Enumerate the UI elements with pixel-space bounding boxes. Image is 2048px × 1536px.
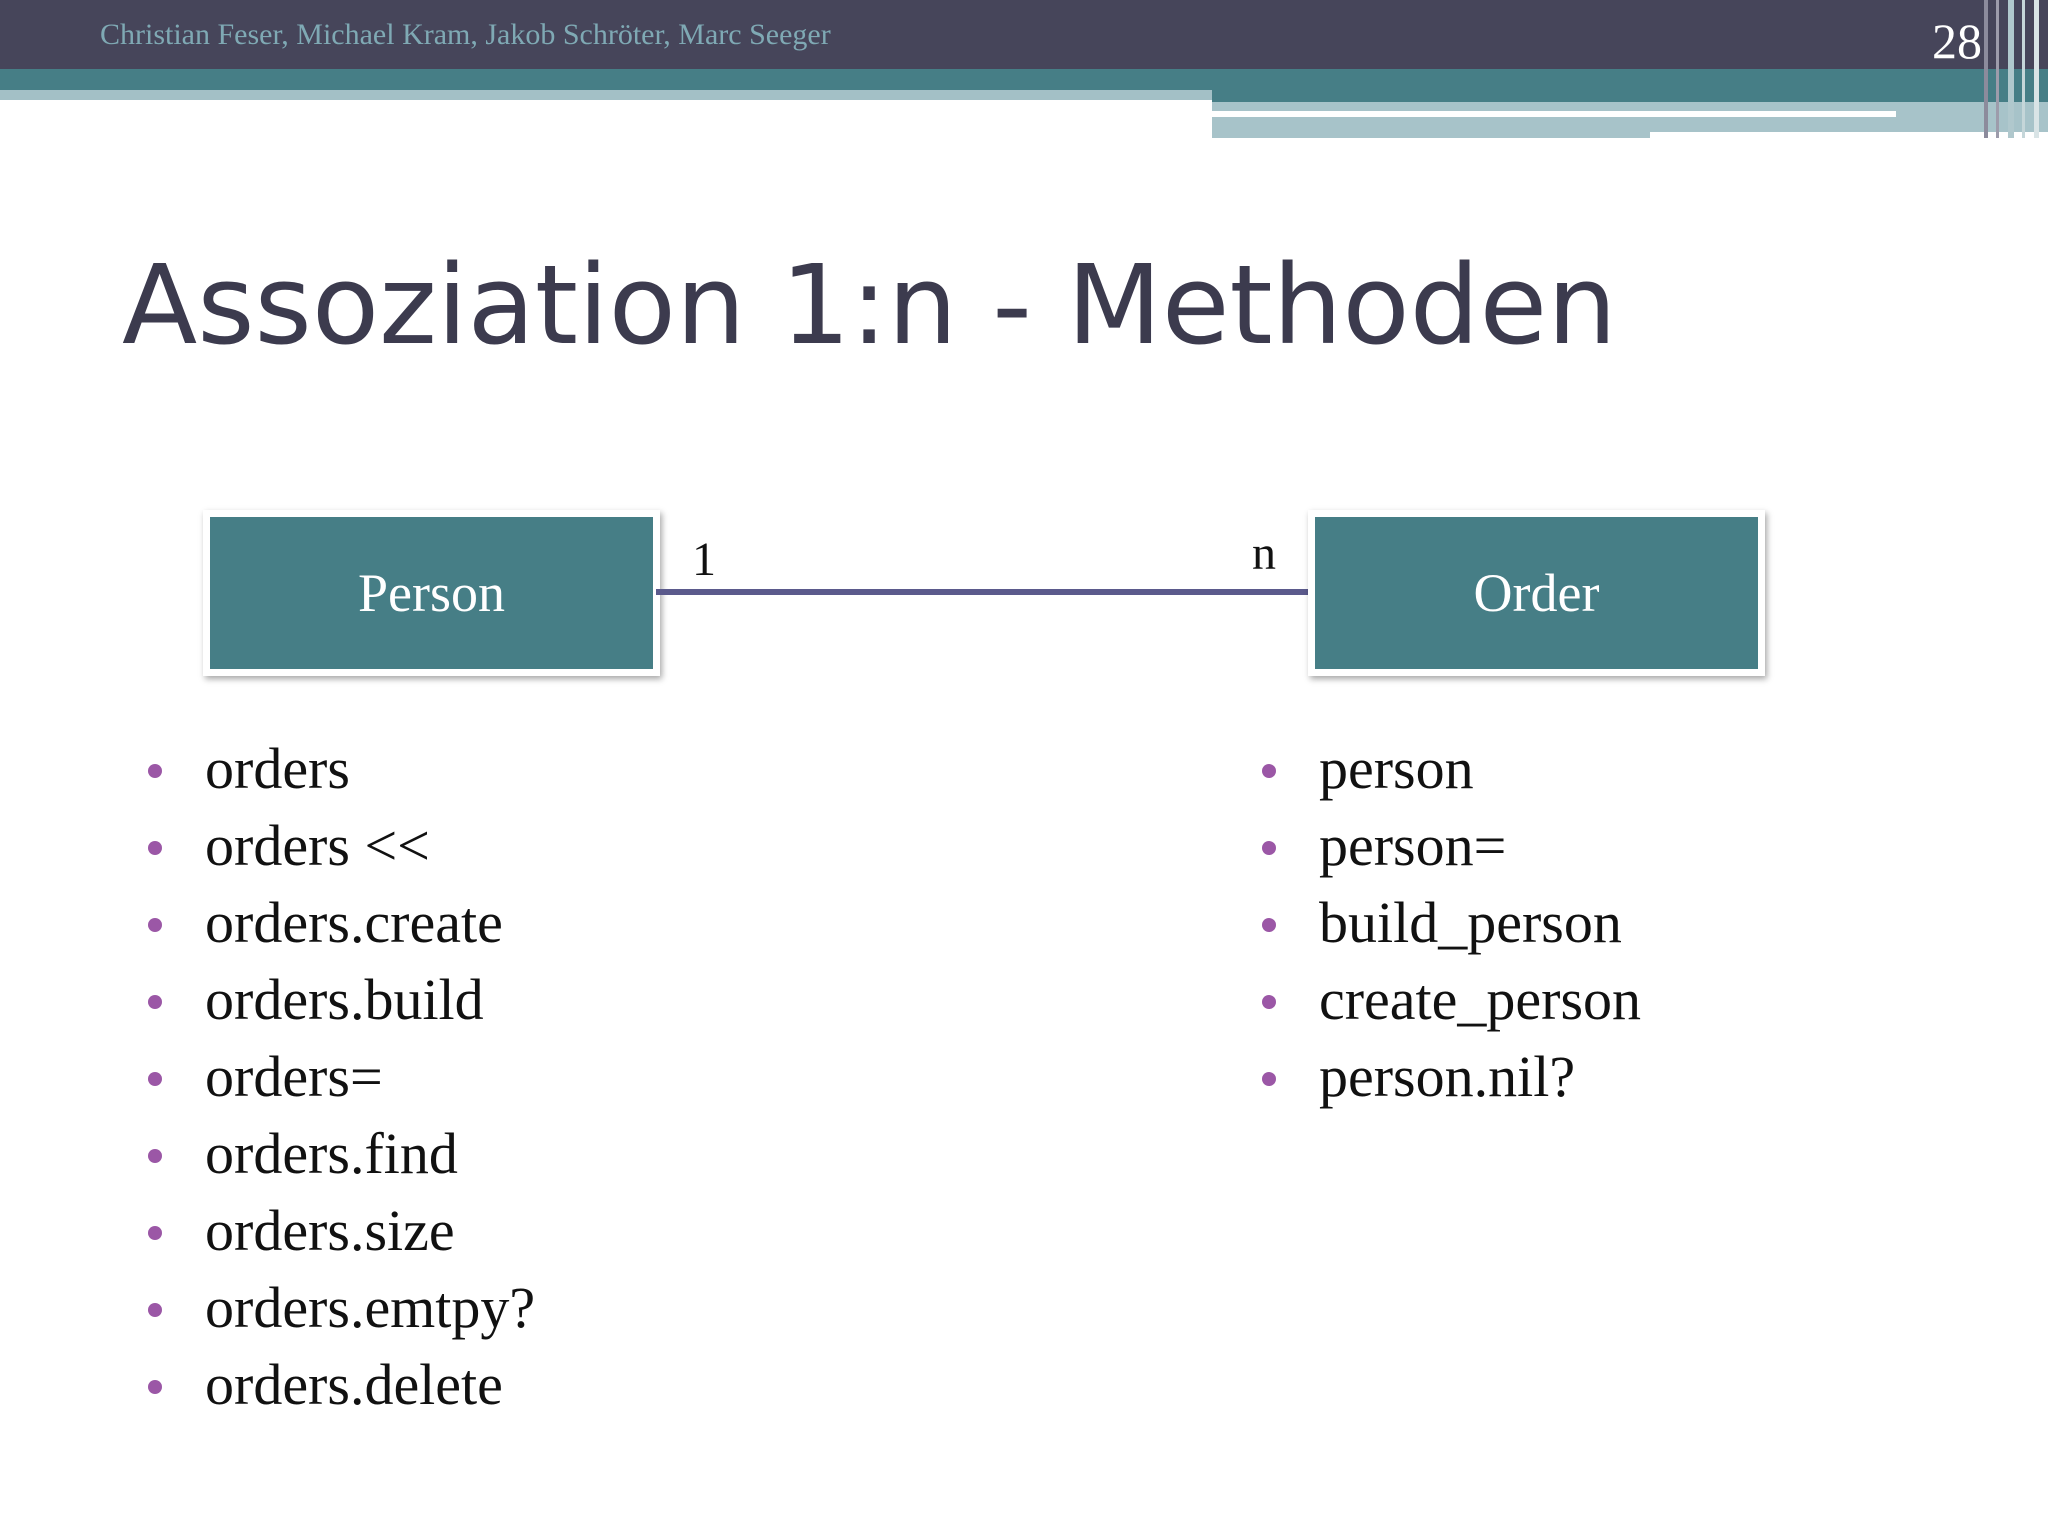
bullet-icon (148, 1380, 162, 1394)
bullet-icon (1262, 918, 1276, 932)
method-text: build_person (1319, 890, 1622, 955)
bullet-icon (1262, 764, 1276, 778)
method-text: person.nil? (1319, 1044, 1576, 1109)
bullet-icon (148, 995, 162, 1009)
bullet-icon (148, 1226, 162, 1240)
header-band-right-teal (1212, 90, 2048, 102)
bullet-icon (148, 1072, 162, 1086)
method-text: orders << (205, 813, 430, 878)
method-text: orders.create (205, 890, 503, 955)
method-text: create_person (1319, 967, 1642, 1032)
slide-number: 28 (1932, 13, 1982, 69)
bullet-icon (1262, 841, 1276, 855)
method-text: orders.emtpy? (205, 1275, 536, 1340)
header-band-teal (0, 69, 2048, 90)
entity-person-label: Person (358, 563, 505, 623)
method-text: orders= (205, 1044, 383, 1109)
decorative-stripe (1984, 0, 1988, 138)
bullet-icon (1262, 995, 1276, 1009)
header-band-divider (1212, 111, 1896, 117)
entity-order-label: Order (1473, 563, 1600, 623)
slide-authors: Christian Feser, Michael Kram, Jakob Schröter, Marc Seeger (100, 18, 831, 51)
entity-person (203, 510, 660, 676)
bullet-icon (148, 1303, 162, 1317)
bullet-icon (148, 764, 162, 778)
method-text: orders.find (205, 1121, 458, 1186)
decorative-stripe (1996, 0, 1999, 138)
method-text: orders.delete (205, 1352, 503, 1417)
bullet-icon (148, 918, 162, 932)
method-text: orders.build (205, 967, 484, 1032)
bullet-icon (1262, 1072, 1276, 1086)
association-line (656, 589, 1312, 595)
method-text: person= (1319, 813, 1507, 878)
bullet-icon (148, 841, 162, 855)
decorative-stripe (2008, 0, 2014, 138)
multiplicity-left: 1 (692, 533, 716, 586)
multiplicity-right: n (1252, 527, 1276, 580)
header-band-light (0, 90, 1212, 100)
method-text: orders.size (205, 1198, 455, 1263)
header-band-gap (1650, 132, 2048, 138)
method-text: person (1319, 736, 1474, 801)
slide-title: Assoziation 1:n - Methoden (122, 241, 1617, 369)
decorative-stripe (2022, 0, 2025, 138)
entity-order (1308, 510, 1765, 676)
method-text: orders (205, 736, 350, 801)
bullet-icon (148, 1149, 162, 1163)
decorative-stripe (2034, 0, 2039, 138)
